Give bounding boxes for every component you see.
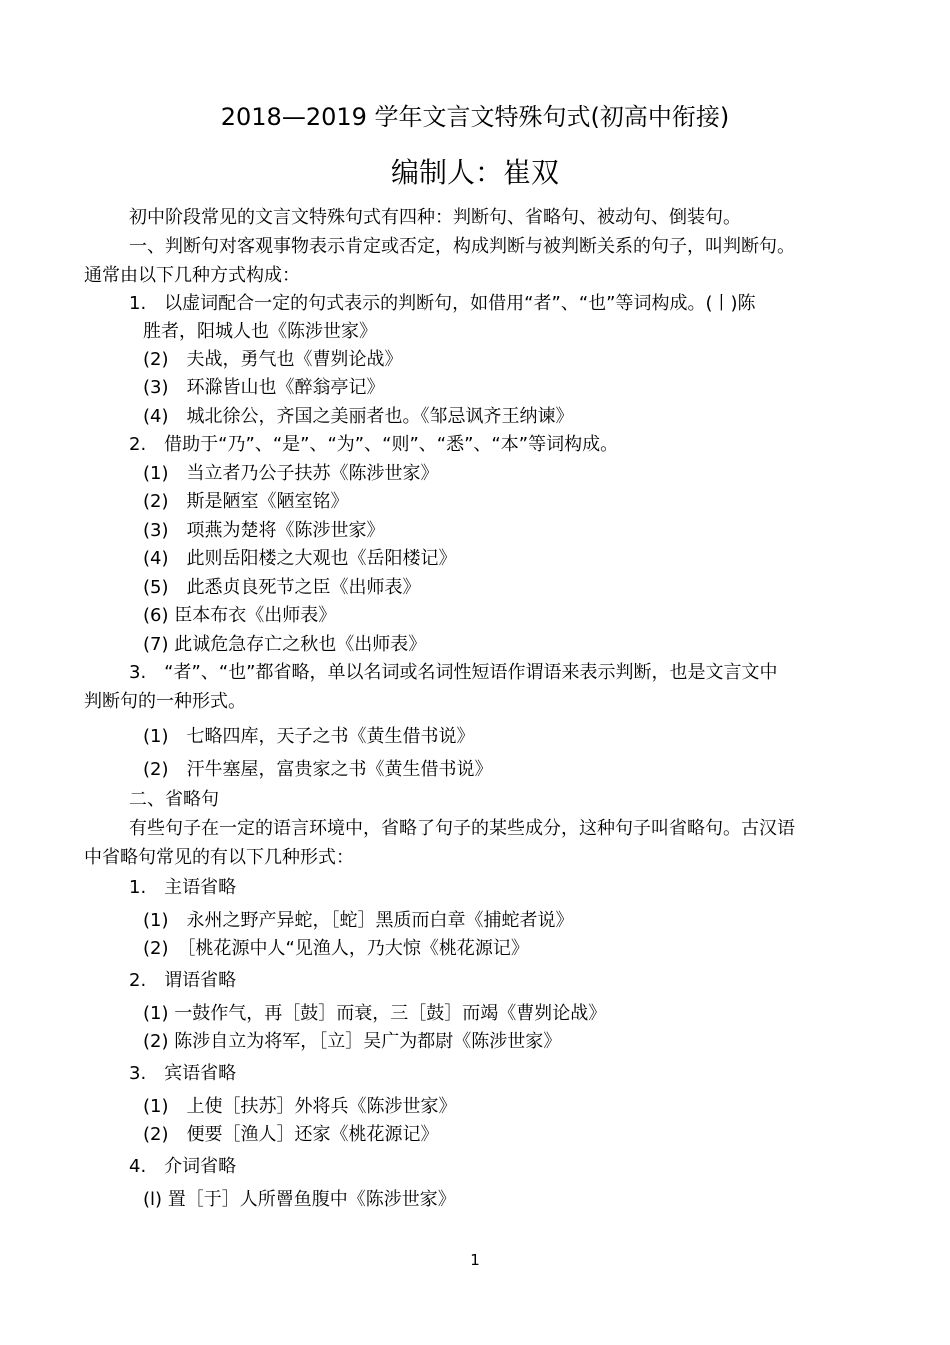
document-author: 编制人：崔双 [390, 156, 559, 189]
list-item: (4) 此则岳阳楼之大观也《岳阳楼记》 [143, 548, 457, 569]
list-item-heading: 1. 主语省略 [129, 877, 237, 898]
list-item: (2) 斯是陋室《陋室铭》 [143, 491, 349, 512]
list-item: (6) 臣本布衣《出师表》 [143, 605, 337, 626]
list-item: (5) 此悉贞良死节之臣《出师表》 [143, 577, 421, 598]
section-heading-judgment: 一、判断句对客观事物表示肯定或否定，构成判断与被判断关系的句子，叫判断句。 [129, 236, 795, 257]
document-title: 2018—2019 学年文言文特殊句式(初高中衔接) [220, 103, 730, 131]
list-item: (3) 项燕为楚将《陈涉世家》 [143, 520, 385, 541]
list-item-heading: 3. 宾语省略 [129, 1063, 237, 1084]
paragraph-line: 有些句子在一定的语言环境中，省略了句子的某些成分，这种句子叫省略句。古汉语 [129, 818, 795, 839]
section-heading-ellipsis: 二、省略句 [129, 789, 219, 810]
paragraph-line: 通常由以下几种方式构成： [84, 265, 300, 286]
list-item: (1) 当立者乃公子扶苏《陈涉世家》 [143, 463, 439, 484]
list-item-heading: 2. 谓语省略 [129, 970, 237, 991]
list-item: (1) 七略四库，天子之书《黄生借书说》 [143, 726, 475, 747]
list-item: (2) 便要［渔人］还家《桃花源记》 [143, 1124, 439, 1145]
list-item: (2) ［桃花源中人“见渔人，乃大惊《桃花源记》 [143, 938, 529, 959]
list-item: (1) 永州之野产异蛇，［蛇］黑质而白章《捕蛇者说》 [143, 910, 574, 931]
list-item: 胜者，阳城人也《陈涉世家》 [143, 321, 377, 342]
list-item: (1) 上使［扶苏］外将兵《陈涉世家》 [143, 1096, 457, 1117]
list-item: (2) 陈涉自立为将军，［立］吴广为都尉《陈涉世家》 [143, 1031, 562, 1052]
paragraph-line: 判断句的一种形式。 [84, 691, 246, 712]
list-item: (1) 一鼓作气，再［鼓］而衰，三［鼓］而竭《曹刿论战》 [143, 1003, 607, 1024]
list-item: (l) 置［于］人所罾鱼腹中《陈涉世家》 [143, 1189, 456, 1210]
list-item: (7) 此诚危急存亡之秋也《出师表》 [143, 634, 427, 655]
paragraph-line: 中省略句常见的有以下几种形式： [84, 847, 354, 868]
list-item: (3) 环滁皆山也《醉翁亭记》 [143, 377, 385, 398]
page-number: 1 [470, 1251, 480, 1269]
list-item-heading: 4. 介词省略 [129, 1156, 237, 1177]
list-item-heading: 2. 借助于“乃”、“是”、“为”、“则”、“悉”、“本”等词构成。 [129, 434, 619, 455]
list-item: (4) 城北徐公，齐国之美丽者也。《邹忌讽齐王纳谏》 [143, 406, 574, 427]
list-item-heading: 1. 以虚词配合一定的句式表示的判断句，如借用“者”、“也”等词构成。(丨)陈 [129, 293, 756, 314]
list-item: (2) 汗牛塞屋，富贵家之书《黄生借书说》 [143, 759, 493, 780]
list-item-heading: 3. “者”、“也”都省略，单以名词或名词性短语作谓语来表示判断，也是文言文中 [129, 662, 778, 683]
list-item: (2) 夫战，勇气也《曹刿论战》 [143, 349, 403, 370]
intro-paragraph: 初中阶段常见的文言文特殊句式有四种：判断句、省略句、被动句、倒装句。 [129, 207, 741, 228]
